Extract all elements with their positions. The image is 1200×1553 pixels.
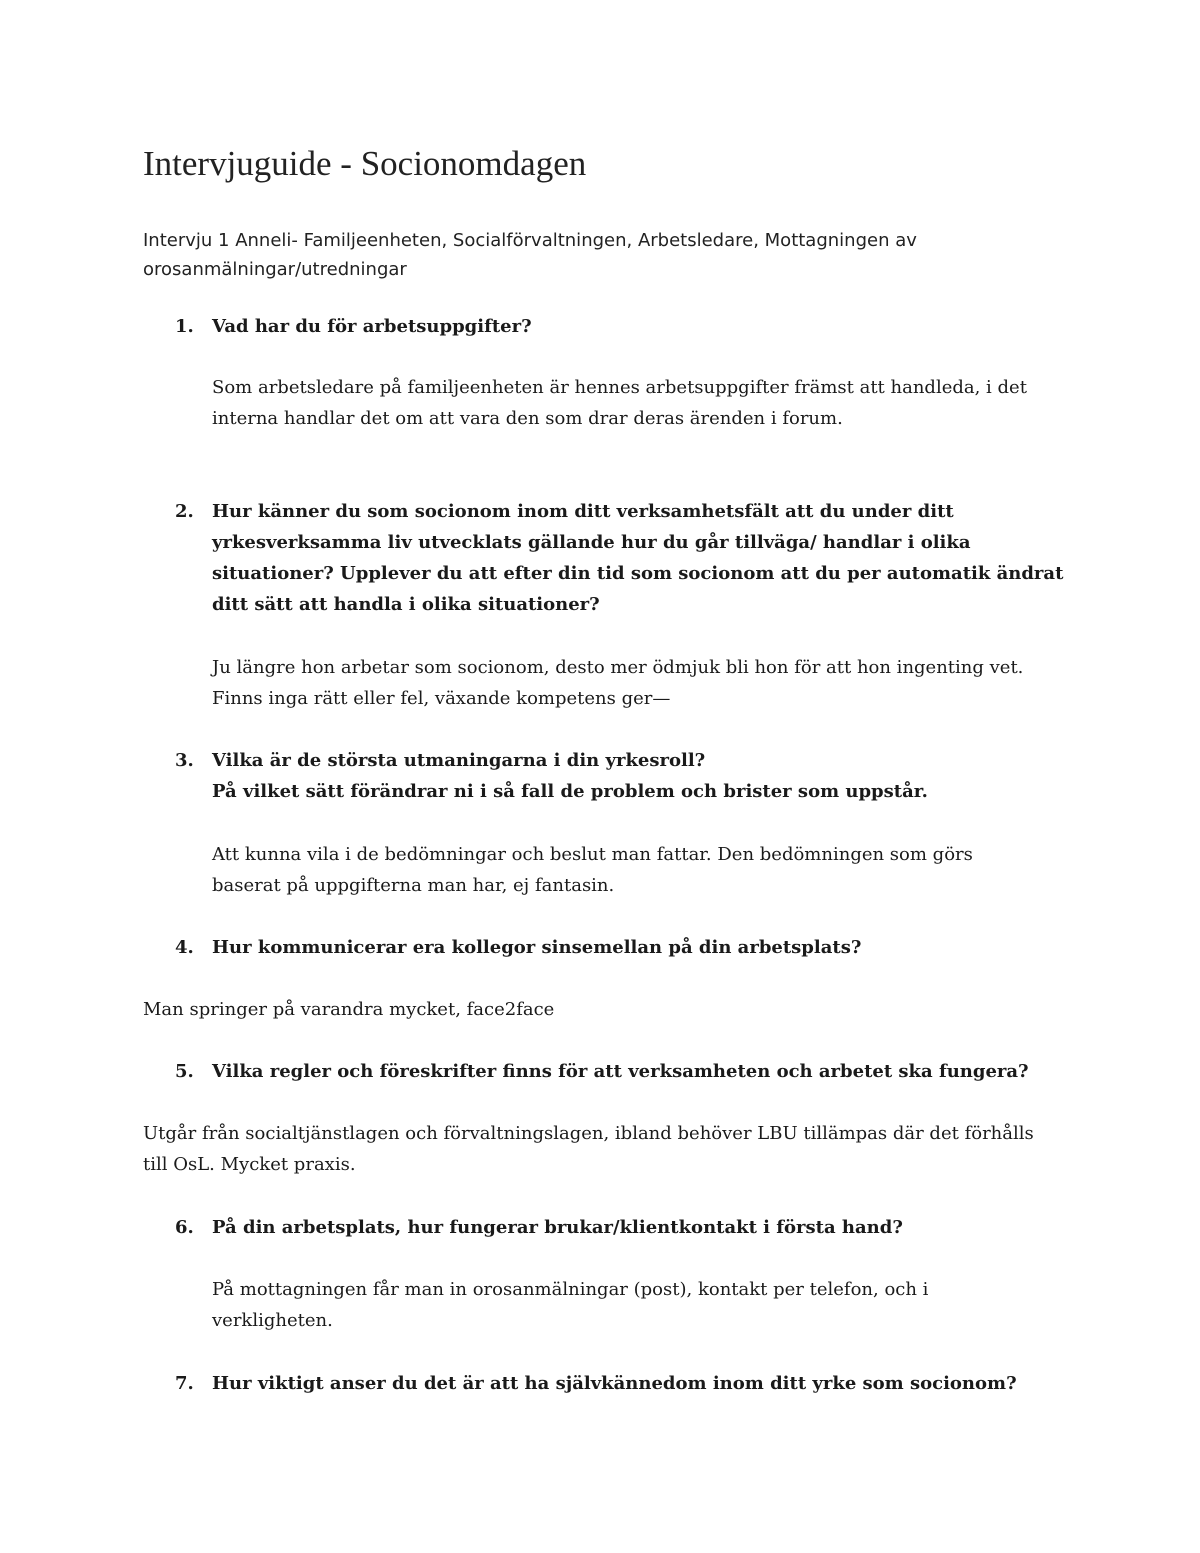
answer-2 [212, 652, 1082, 714]
question-number: 6. [175, 1217, 194, 1238]
answer-3 [212, 839, 1082, 901]
document-title: Intervjuguide - Socionomdagen [143, 144, 587, 183]
question-text: Hur känner du som socionom inom ditt verksamhetsfält att du under ditt [212, 501, 954, 522]
question-text: Vilka regler och föreskrifter finns för att verksamheten och arbetet ska fungera? [212, 1061, 1029, 1082]
answer-line: Ju längre hon arbetar som socionom, desto mer ödmjuk bli hon för att hon ingenting vet. [212, 657, 1024, 678]
answer-line: Att kunna vila i de bedömningar och beslut man fattar. Den bedömningen som görs [212, 844, 973, 865]
interview-intro [143, 226, 1043, 284]
question-text: ditt sätt att handla i olika situationer? [212, 594, 600, 615]
answer-line: baserat på uppgifterna man har, ej fantasin. [212, 875, 615, 896]
answer-line: interna handlar det om att vara den som drar deras ärenden i forum. [212, 408, 843, 429]
question-2 [175, 496, 1075, 620]
answer-line: till OsL. Mycket praxis. [143, 1154, 356, 1175]
question-4 [175, 932, 1075, 963]
answer-5 [143, 1118, 1063, 1180]
answer-line: På mottagningen får man in orosanmälningar (post), kontakt per telefon, och i [212, 1279, 929, 1300]
question-number: 1. [175, 316, 194, 337]
intro-line: Intervju 1 Anneli- Familjeenheten, Socialförvaltningen, Arbetsledare, Mottagningen av [143, 230, 917, 251]
question-text: yrkesverksamma liv utvecklats gällande hur du går tillväga/ handlar i olika [212, 532, 971, 553]
question-text: situationer? Upplever du att efter din tid som socionom att du per automatik ändrat [212, 563, 1064, 584]
answer-line: Finns inga rätt eller fel, växande kompetens ger— [212, 688, 671, 709]
answer-line: Man springer på varandra mycket, face2face [143, 999, 555, 1020]
question-text: På vilket sätt förändrar ni i så fall de problem och brister som uppstår. [212, 781, 928, 802]
question-number: 4. [175, 937, 194, 958]
question-6 [175, 1212, 1075, 1243]
answer-line: Som arbetsledare på familjeenheten är hennes arbetsuppgifter främst att handleda, i det [212, 377, 1027, 398]
question-text: Vad har du för arbetsuppgifter? [212, 316, 532, 337]
answer-1 [212, 372, 1082, 434]
question-1 [175, 311, 1075, 342]
question-text: Hur kommunicerar era kollegor sinsemellan på din arbetsplats? [212, 937, 862, 958]
question-number: 2. [175, 501, 194, 522]
question-3 [175, 745, 1075, 807]
answer-line: verkligheten. [212, 1310, 333, 1331]
question-text: Hur viktigt anser du det är att ha självkännedom inom ditt yrke som socionom? [212, 1373, 1017, 1394]
answer-4 [143, 994, 1063, 1025]
question-text: Vilka är de största utmaningarna i din yrkesroll? [212, 750, 706, 771]
question-text: På din arbetsplats, hur fungerar brukar/klientkontakt i första hand? [212, 1217, 903, 1238]
question-7 [175, 1368, 1075, 1399]
question-number: 5. [175, 1061, 194, 1082]
question-number: 7. [175, 1373, 194, 1394]
answer-6 [212, 1274, 1082, 1336]
answer-line: Utgår från socialtjänstlagen och förvaltningslagen, ibland behöver LBU tillämpas där det förhålls [143, 1123, 1034, 1144]
intro-line: orosanmälningar/utredningar [143, 259, 407, 280]
question-5 [175, 1056, 1075, 1087]
question-number: 3. [175, 750, 194, 771]
